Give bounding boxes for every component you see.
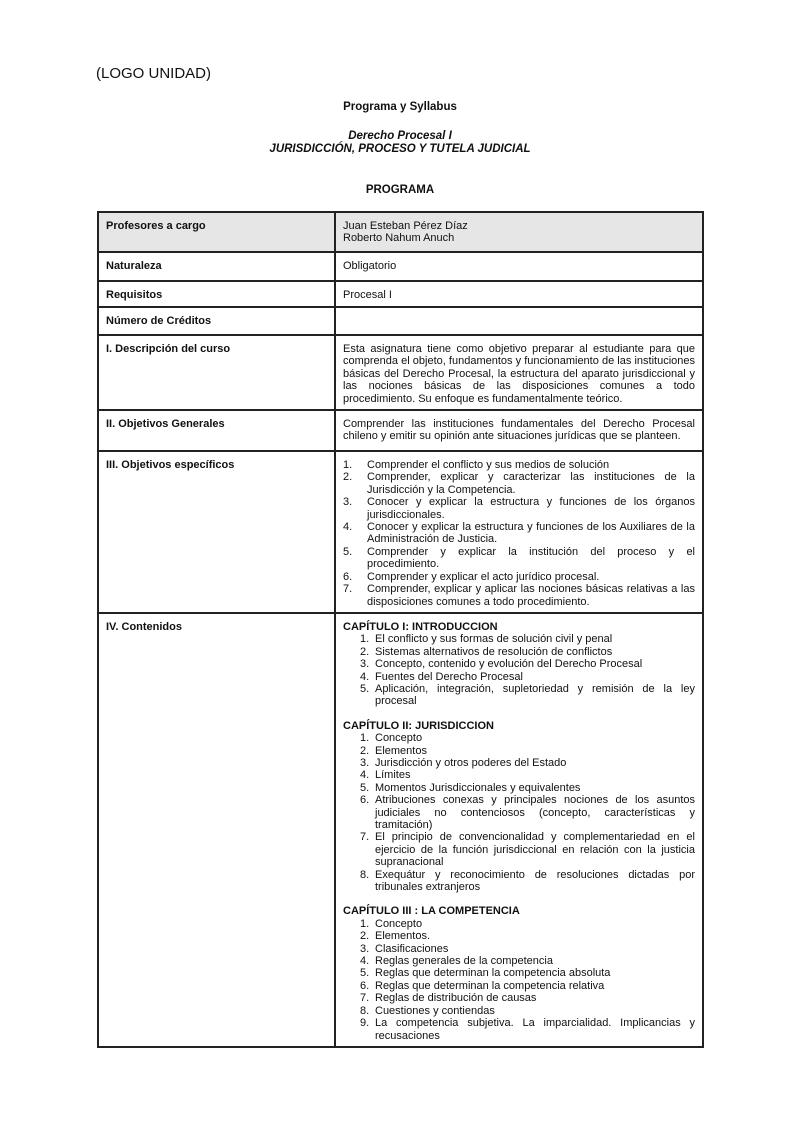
- row-requisitos: [98, 281, 703, 307]
- label-contenidos: IV. Contenidos: [98, 613, 335, 1047]
- label-naturaleza: Naturaleza: [98, 252, 335, 281]
- content-item: [343, 633, 695, 645]
- value-naturaleza: Obligatorio: [335, 252, 703, 281]
- objective-item: [343, 583, 695, 608]
- item-text: Elementos.: [375, 930, 431, 943]
- item-text: Reglas que determinan la competencia relativa: [375, 979, 605, 992]
- item-number: 7.: [360, 992, 370, 1005]
- item-number: 8.: [360, 868, 370, 881]
- value-objetivos-generales: Comprender las instituciones fundamentales del Derecho Procesal chileno y emitir su opinión ante situaciones jurídicas que se planteen.: [335, 410, 703, 451]
- item-number: 3.: [360, 756, 370, 769]
- content-item: [343, 671, 695, 683]
- item-text: Momentos Jurisdiccionales y equivalentes: [375, 781, 581, 794]
- item-number: 1.: [343, 459, 353, 472]
- content-item: [343, 683, 695, 708]
- item-number: 7.: [360, 831, 370, 844]
- item-text: Aplicación, integración, supletoriedad y remisión de la ley procesal: [375, 682, 695, 708]
- item-text: Comprender, explicar y aplicar las nociones básicas relativas a las disposiciones comunes a todo procedimiento.: [367, 583, 695, 608]
- row-objetivos-especificos: [98, 451, 703, 613]
- value-requisitos: Procesal I: [335, 281, 703, 307]
- item-number: 2.: [360, 744, 370, 757]
- content-item: [343, 646, 695, 658]
- content-item: [343, 930, 695, 942]
- item-number: 4.: [360, 769, 370, 782]
- item-text: Conocer y explicar la estructura y funciones de los órganos jurisdiccionales.: [367, 496, 695, 521]
- item-text: El conflicto y sus formas de solución civil y penal: [375, 633, 613, 646]
- value-contenidos: [335, 613, 703, 1047]
- content-item: [343, 992, 695, 1004]
- objectives-list: [343, 459, 695, 608]
- objective-item: [343, 521, 695, 546]
- item-number: 5.: [360, 682, 370, 695]
- item-text: Fuentes del Derecho Procesal: [375, 670, 523, 683]
- item-text: Comprender el conflicto y sus medios de solución: [367, 459, 610, 472]
- item-text: Reglas que determinan la competencia absoluta: [375, 967, 611, 980]
- item-number: 5.: [343, 545, 353, 558]
- item-number: 1.: [360, 633, 370, 646]
- item-number: 4.: [343, 521, 353, 534]
- label-requisitos: Requisitos: [98, 281, 335, 307]
- item-text: Cuestiones y contiendas: [375, 1004, 495, 1017]
- row-contenidos: [98, 613, 703, 1047]
- content-item: [343, 794, 695, 831]
- content-item: [343, 745, 695, 757]
- item-text: Reglas de distribución de causas: [375, 992, 537, 1005]
- profesor: Roberto Nahum Anuch: [343, 232, 455, 245]
- item-text: Límites: [375, 769, 411, 782]
- item-number: 5.: [360, 781, 370, 794]
- row-objetivos-generales: [98, 410, 703, 451]
- item-number: 3.: [360, 942, 370, 955]
- content-item: [343, 831, 695, 868]
- chapter-items: [343, 633, 695, 707]
- value-objetivos-especificos: [335, 451, 703, 613]
- item-number: 6.: [360, 794, 370, 807]
- content-item: [343, 782, 695, 794]
- item-number: 2.: [343, 471, 353, 484]
- content-item: [343, 658, 695, 670]
- item-number: 9.: [360, 1017, 370, 1030]
- item-text: Comprender, explicar y caracterizar las instituciones de la Jurisdicción y la Competencia.: [367, 471, 695, 496]
- value-descripcion: Esta asignatura tiene como objetivo preparar al estudiante para que comprenda el objeto, fundamentos y funcionamiento de las instituciones básicas del Derecho Procesal, la estructura del aparato jurisdiccional y las nociones básicas de las disposiciones comunes a todo procedimiento. Su enfoque es fundamentalmente teórico.: [335, 335, 703, 410]
- item-text: El principio de convencionalidad y complementariedad en el ejercicio de la función jurisdiccional en relación con la justicia supranacional: [375, 831, 695, 869]
- item-text: Exequátur y reconocimiento de resoluciones dictadas por tribunales extranjeros: [375, 868, 695, 894]
- item-number: 6.: [360, 979, 370, 992]
- objective-item: [343, 546, 695, 571]
- label-objetivos-generales: II. Objetivos Generales: [98, 410, 335, 451]
- label-creditos: Número de Créditos: [98, 307, 335, 335]
- item-text: La competencia subjetiva. La imparcialidad. Implicancias y recusaciones: [375, 1017, 695, 1042]
- item-text: Elementos: [375, 744, 427, 757]
- course-subtitle: JURISDICCIÓN, PROCESO Y TUTELA JUDICIAL: [269, 143, 531, 155]
- content-item: [343, 918, 695, 930]
- item-text: Jurisdicción y otros poderes del Estado: [375, 756, 567, 769]
- course-title: Derecho Procesal I: [348, 130, 452, 142]
- row-descripcion: [98, 335, 703, 410]
- profesor: Juan Esteban Pérez Díaz: [343, 220, 468, 232]
- objective-item: [343, 471, 695, 496]
- item-text: Atribuciones conexas y principales nociones de los asuntos judiciales no contenciosos (concepto, características y tramitación): [375, 794, 695, 831]
- label-descripcion: I. Descripción del curso: [98, 335, 335, 410]
- item-text: Concepto, contenido y evolución del Derecho Procesal: [375, 658, 643, 671]
- item-number: 7.: [343, 583, 353, 596]
- row-profesores: [98, 212, 703, 252]
- chapter-title: CAPÍTULO II: JURISDICCION: [343, 719, 494, 732]
- objective-item: [343, 459, 695, 471]
- item-text: Clasificaciones: [375, 942, 449, 955]
- item-number: 5.: [360, 967, 370, 980]
- item-number: 1.: [360, 732, 370, 745]
- document-heading: Programa y Syllabus: [343, 101, 457, 113]
- chapter-items: [343, 732, 695, 893]
- objective-item: [343, 571, 695, 583]
- label-objetivos-especificos: III. Objetivos específicos: [98, 451, 335, 613]
- item-number: 4.: [360, 955, 370, 968]
- content-item: [343, 943, 695, 955]
- content-item: [343, 980, 695, 992]
- item-number: 3.: [343, 496, 353, 509]
- item-text: Comprender y explicar la institución del proceso y el procedimiento.: [367, 545, 695, 571]
- logo-placeholder: (LOGO UNIDAD): [96, 65, 212, 82]
- item-text: Concepto: [375, 917, 423, 930]
- content-item: [343, 967, 695, 979]
- item-number: 4.: [360, 670, 370, 683]
- chapter-title: CAPÍTULO III : LA COMPETENCIA: [343, 905, 520, 918]
- item-number: 2.: [360, 645, 370, 658]
- item-number: 3.: [360, 658, 370, 671]
- content-item: [343, 769, 695, 781]
- content-item: [343, 955, 695, 967]
- item-text: Concepto: [375, 732, 423, 745]
- value-creditos: [335, 307, 703, 335]
- content-item: [343, 757, 695, 769]
- value-profesores: [335, 212, 703, 252]
- item-text: Sistemas alternativos de resolución de conflictos: [375, 645, 613, 658]
- item-number: 8.: [360, 1004, 370, 1017]
- item-number: 6.: [343, 570, 353, 583]
- row-creditos: [98, 307, 703, 335]
- item-number: 1.: [360, 917, 370, 930]
- content-item: [343, 732, 695, 744]
- section-title: PROGRAMA: [365, 184, 435, 196]
- content-item: [343, 1005, 695, 1017]
- row-naturaleza: [98, 252, 703, 281]
- item-number: 2.: [360, 930, 370, 943]
- label-profesores: Profesores a cargo: [98, 212, 335, 252]
- program-table: [97, 211, 704, 1048]
- chapter-title: CAPÍTULO I: INTRODUCCION: [343, 620, 498, 633]
- item-text: Conocer y explicar la estructura y funciones de los Auxiliares de la Administración de Justicia.: [367, 521, 695, 546]
- content-item: [343, 869, 695, 894]
- chapter-items: [343, 918, 695, 1042]
- content-item: [343, 1017, 695, 1042]
- item-text: Comprender y explicar el acto jurídico procesal.: [367, 570, 600, 583]
- objective-item: [343, 496, 695, 521]
- item-text: Reglas generales de la competencia: [375, 955, 553, 968]
